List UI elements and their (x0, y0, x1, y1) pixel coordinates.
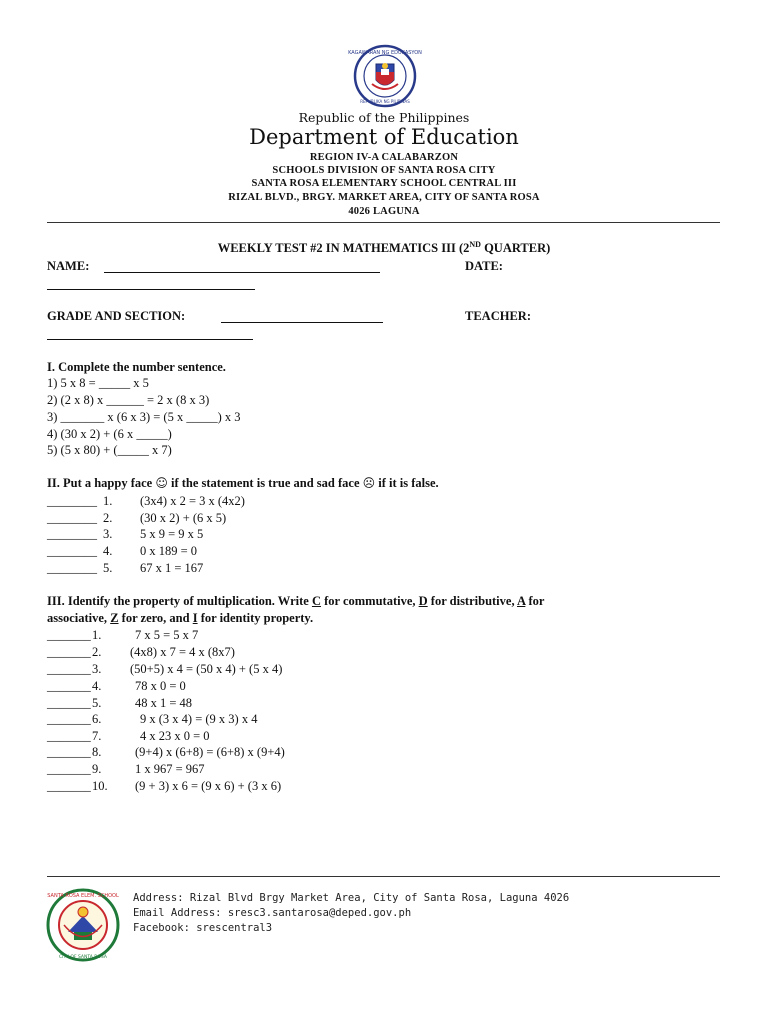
part3-answer-blank[interactable]: _______ (47, 745, 91, 759)
part3-answer-blank[interactable]: _______ (47, 628, 91, 642)
date-label: DATE: (465, 259, 503, 273)
part3-item-number: 4. (92, 679, 102, 693)
happy-face-icon: ☺ (155, 476, 168, 490)
teacher-field[interactable] (47, 339, 253, 340)
name-field[interactable] (104, 272, 380, 273)
svg-text:SANTA ROSA ELEM. SCHOOL: SANTA ROSA ELEM. SCHOOL (47, 893, 119, 899)
part2-item-text: 67 x 1 = 167 (140, 561, 204, 575)
part3-item-text: (9+4) x (6+8) = (6+8) x (9+4) (135, 745, 285, 759)
part2-item-text: (3x4) x 2 = 3 x (4x2) (140, 494, 245, 508)
department-title: Department of Education (249, 125, 519, 149)
date-field[interactable] (47, 289, 255, 290)
grade-section-field[interactable] (221, 322, 383, 323)
svg-text:KAGAWARAN NG EDUKASYON: KAGAWARAN NG EDUKASYON (348, 50, 422, 56)
part3-answer-blank[interactable]: _______ (47, 779, 91, 793)
part3-answer-blank[interactable]: _______ (47, 712, 91, 726)
part3-item-text: (9 + 3) x 6 = (9 x 6) + (3 x 6) (135, 779, 282, 793)
svg-text:REPUBLIKA NG PILIPINAS: REPUBLIKA NG PILIPINAS (360, 99, 410, 104)
republic-label: Republic of the Philippines (298, 110, 470, 125)
svg-text:CITY OF SANTA ROSA: CITY OF SANTA ROSA (59, 955, 107, 960)
part3-item-number: 9. (92, 762, 102, 776)
part3-item-number: 3. (92, 662, 102, 676)
part2-item-number: 5. (103, 561, 113, 575)
part2-answer-blank[interactable]: ________ (47, 511, 97, 525)
part3-item-text: 1 x 967 = 967 (135, 762, 205, 776)
part3-item-text: 4 x 23 x 0 = 0 (140, 729, 210, 743)
part3-answer-blank[interactable]: _______ (47, 729, 91, 743)
school-label: SANTA ROSA ELEMENTARY SCHOOL CENTRAL III (251, 178, 517, 189)
address-label: RIZAL BLVD., BRGY. MARKET AREA, CITY OF SANTA ROSA (228, 192, 540, 203)
part3-item-number: 1. (92, 628, 102, 642)
part3-answer-blank[interactable]: _______ (47, 645, 91, 659)
footer-divider (47, 876, 720, 877)
part3-item-text: (4x8) x 7 = 4 x (8x7) (130, 645, 235, 659)
part2-heading: II. Put a happy face ☺ if the statement is true and sad face ☹ if it is false. (47, 476, 439, 490)
part3-heading-line2: associative, Z for zero, and I for identity property. (47, 611, 314, 625)
division-label: SCHOOLS DIVISION OF SANTA ROSA CITY (272, 165, 496, 176)
footer-email: Email Address: sresc3.santarosa@deped.gov.ph (133, 907, 412, 919)
part3-item-text: 48 x 1 = 48 (135, 696, 193, 710)
part3-item-number: 5. (92, 696, 102, 710)
part3-item-number: 6. (92, 712, 102, 726)
sad-face-icon: ☹ (362, 476, 376, 490)
part3-item-text: 9 x (3 x 4) = (9 x 3) x 4 (140, 712, 258, 726)
part3-item-number: 10. (92, 779, 108, 793)
part3-answer-blank[interactable]: _______ (47, 662, 91, 676)
part2-item-text: 5 x 9 = 9 x 5 (140, 527, 204, 541)
part2-answer-blank[interactable]: ________ (47, 527, 97, 541)
part3-item-text: 78 x 0 = 0 (135, 679, 186, 693)
part3-answer-blank[interactable]: _______ (47, 696, 91, 710)
grade-section-label: GRADE AND SECTION: (47, 309, 186, 323)
part1-item: 4) (30 x 2) + (6 x _____) (47, 427, 172, 441)
name-label: NAME: (47, 259, 90, 273)
part2-item-text: 0 x 189 = 0 (140, 544, 198, 558)
part3-answer-blank[interactable]: _______ (47, 679, 91, 693)
zip-label: 4026 LAGUNA (348, 206, 420, 217)
part3-item-text: (50+5) x 4 = (50 x 4) + (5 x 4) (130, 662, 283, 676)
school-logo (46, 888, 120, 962)
part2-answer-blank[interactable]: ________ (47, 561, 97, 575)
part1-item: 1) 5 x 8 = _____ x 5 (47, 376, 149, 390)
test-title: WEEKLY TEST #2 IN MATHEMATICS III (2ND QUARTER) (217, 240, 551, 256)
part1-item: 3) _______ x (6 x 3) = (5 x _____) x 3 (47, 410, 241, 424)
part2-answer-blank[interactable]: ________ (47, 494, 97, 508)
part3-answer-blank[interactable]: _______ (47, 762, 91, 776)
part3-item-number: 2. (92, 645, 102, 659)
part2-item-number: 1. (103, 494, 113, 508)
part2-answer-blank[interactable]: ________ (47, 544, 97, 558)
region-label: REGION IV-A CALABARZON (309, 152, 459, 163)
part2-item-number: 4. (103, 544, 113, 558)
part1-item: 2) (2 x 8) x ______ = 2 x (8 x 3) (47, 393, 210, 407)
part3-item-number: 8. (92, 745, 102, 759)
teacher-label: TEACHER: (465, 309, 531, 323)
part3-item-text: 7 x 5 = 5 x 7 (135, 628, 199, 642)
part1-heading: I. Complete the number sentence. (47, 360, 226, 374)
part3-item-number: 7. (92, 729, 102, 743)
part2-item-number: 3. (103, 527, 113, 541)
part1-item: 5) (5 x 80) + (_____ x 7) (47, 443, 172, 457)
footer-facebook: Facebook: srescentral3 (133, 922, 273, 934)
part3-heading: III. Identify the property of multiplication. Write C for commutative, D for distributive, A for (47, 594, 545, 608)
footer-address: Address: Rizal Blvd Brgy Market Area, City of Santa Rosa, Laguna 4026 (133, 892, 570, 904)
part2-item-number: 2. (103, 511, 113, 525)
header-divider (47, 222, 720, 223)
deped-seal-logo (348, 44, 422, 108)
part2-item-text: (30 x 2) + (6 x 5) (140, 511, 227, 525)
